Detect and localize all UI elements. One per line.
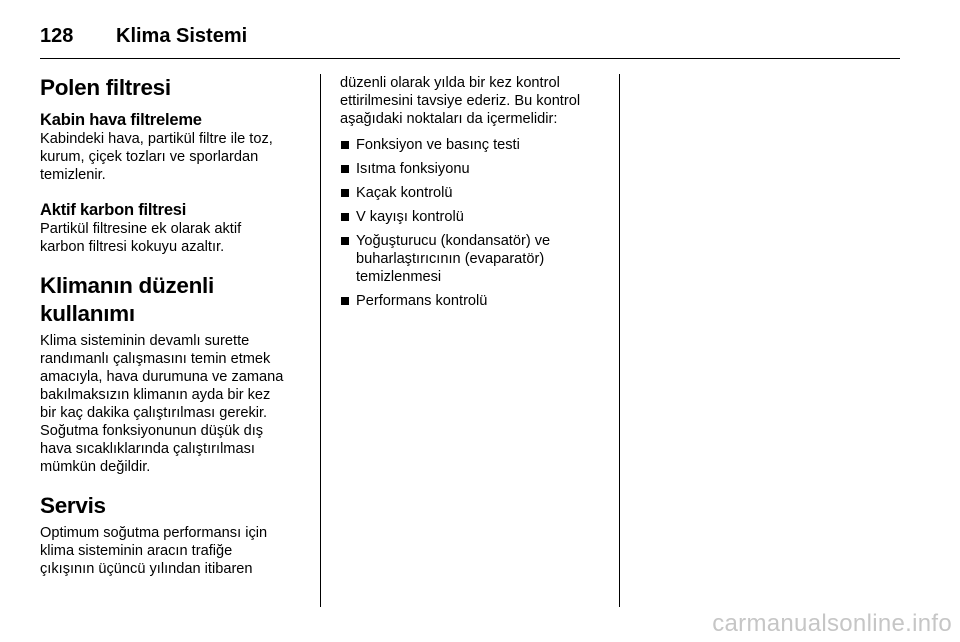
section-title-regular-ac-use: Klimanın düzenli kullanımı (40, 273, 214, 326)
section-title-service: Servis (40, 493, 106, 518)
subsection-title-active-carbon-filter: Aktif karbon filtresi (40, 201, 187, 219)
column-divider-right (619, 74, 620, 607)
page-number: 128 (40, 24, 74, 47)
list-item (340, 292, 608, 310)
list-item (340, 136, 608, 154)
list-item-text: Fonksiyon ve basınç testi (356, 137, 520, 153)
middle-column (340, 74, 608, 316)
chapter-title: Klima Sistemi (116, 24, 248, 47)
subsection-title-cabin-air-filtering: Kabin hava filtreleme (40, 111, 202, 129)
square-bullet-icon (341, 237, 349, 245)
list-item-text: Yoğuşturucu (kondansatör) ve buharlaştırıcının (evaparatör) temizlenmesi (356, 233, 551, 285)
paragraph-regular-ac-use: Klima sisteminin devamlı surette randımanlı çalışmasını temin etmek amacıyla, hava durumuna ve zamana bakılmaksızın klimanın ayda bir kez bir kaç dakika çalıştırılması gerekir. Soğutma fonksiyonunun düşük dış hava sıcaklıklarında çalıştırılması mümkün değildir. (40, 333, 284, 475)
page-header (40, 16, 247, 56)
left-column (40, 74, 310, 578)
header-rule (40, 58, 900, 59)
list-item-text: Kaçak kontrolü (356, 185, 453, 201)
square-bullet-icon (341, 141, 349, 149)
section-title-pollen-filter: Polen filtresi (40, 75, 171, 100)
square-bullet-icon (341, 213, 349, 221)
list-item (340, 160, 608, 178)
list-item-text: V kayışı kontrolü (356, 209, 464, 225)
square-bullet-icon (341, 165, 349, 173)
square-bullet-icon (341, 297, 349, 305)
paragraph-active-carbon-filter: Partikül filtresine ek olarak aktif karbon filtresi kokuyu azaltır. (40, 221, 242, 255)
list-item-text: Performans kontrolü (356, 293, 488, 309)
watermark: carmanualsonline.info (712, 610, 952, 637)
service-checklist (340, 136, 608, 310)
list-item (340, 232, 608, 286)
column-divider-left (320, 74, 321, 607)
list-item (340, 208, 608, 226)
list-item-text: Isıtma fonksiyonu (356, 161, 470, 177)
paragraph-service: Optimum soğutma performansı için klima sisteminin aracın trafiğe çıkışının üçüncü yılından itibaren (40, 525, 268, 577)
square-bullet-icon (341, 189, 349, 197)
paragraph-service-continued: düzenli olarak yılda bir kez kontrol ettirilmesini tavsiye ederiz. Bu kontrol aşağıdaki noktaları da içermelidir: (340, 75, 581, 127)
list-item (340, 184, 608, 202)
paragraph-cabin-air-filtering: Kabindeki hava, partikül filtre ile toz, kurum, çiçek tozları ve sporlardan temizlenir. (40, 131, 273, 183)
